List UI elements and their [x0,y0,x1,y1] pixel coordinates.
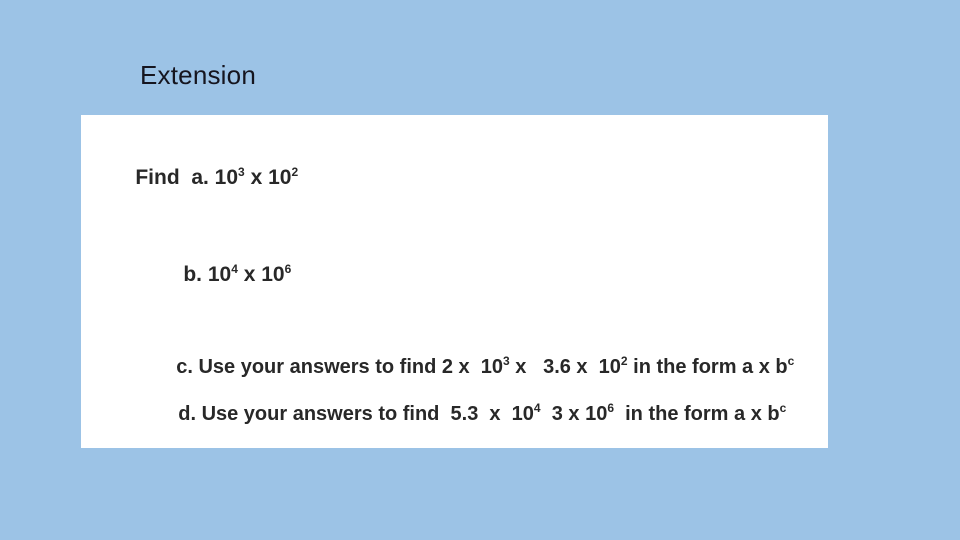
problem-a-text: Find a. 10 [135,166,239,189]
problem-d-text: d. Use your answers to find 5.3 x 10 [178,403,534,425]
problem-line-d [156,380,786,449]
problem-c-text: c. Use your answers to find 2 x 10 [176,356,504,378]
problem-b-text: b. 10 [183,263,232,286]
slide-title: Extension [140,60,256,90]
problem-c-exponent-2: 2 [620,354,628,368]
problem-b-text: x 10 [237,263,285,286]
problem-b-exponent-2: 6 [284,262,292,276]
problem-a-exponent-2: 2 [291,165,299,179]
problem-a-exponent-1: 3 [238,165,245,179]
problem-a-text: x 10 [244,166,292,189]
problem-c-exponent-1: 3 [503,354,510,368]
problem-c-text: in the form a x b [627,356,788,378]
problem-line-b [160,239,291,311]
problem-d-text: in the form a x b [614,403,780,425]
problem-d-exponent-1: 4 [533,401,541,415]
content-box [81,115,828,448]
problem-d-exponent-3: c [779,401,787,415]
problem-d-text: 3 x 10 [540,403,608,425]
problem-line-a [112,142,298,214]
problem-c-exponent-3: c [787,354,795,368]
problem-d-exponent-2: 6 [607,401,615,415]
problem-c-text: x 3.6 x 10 [509,356,621,378]
problem-b-exponent-1: 4 [231,262,238,276]
